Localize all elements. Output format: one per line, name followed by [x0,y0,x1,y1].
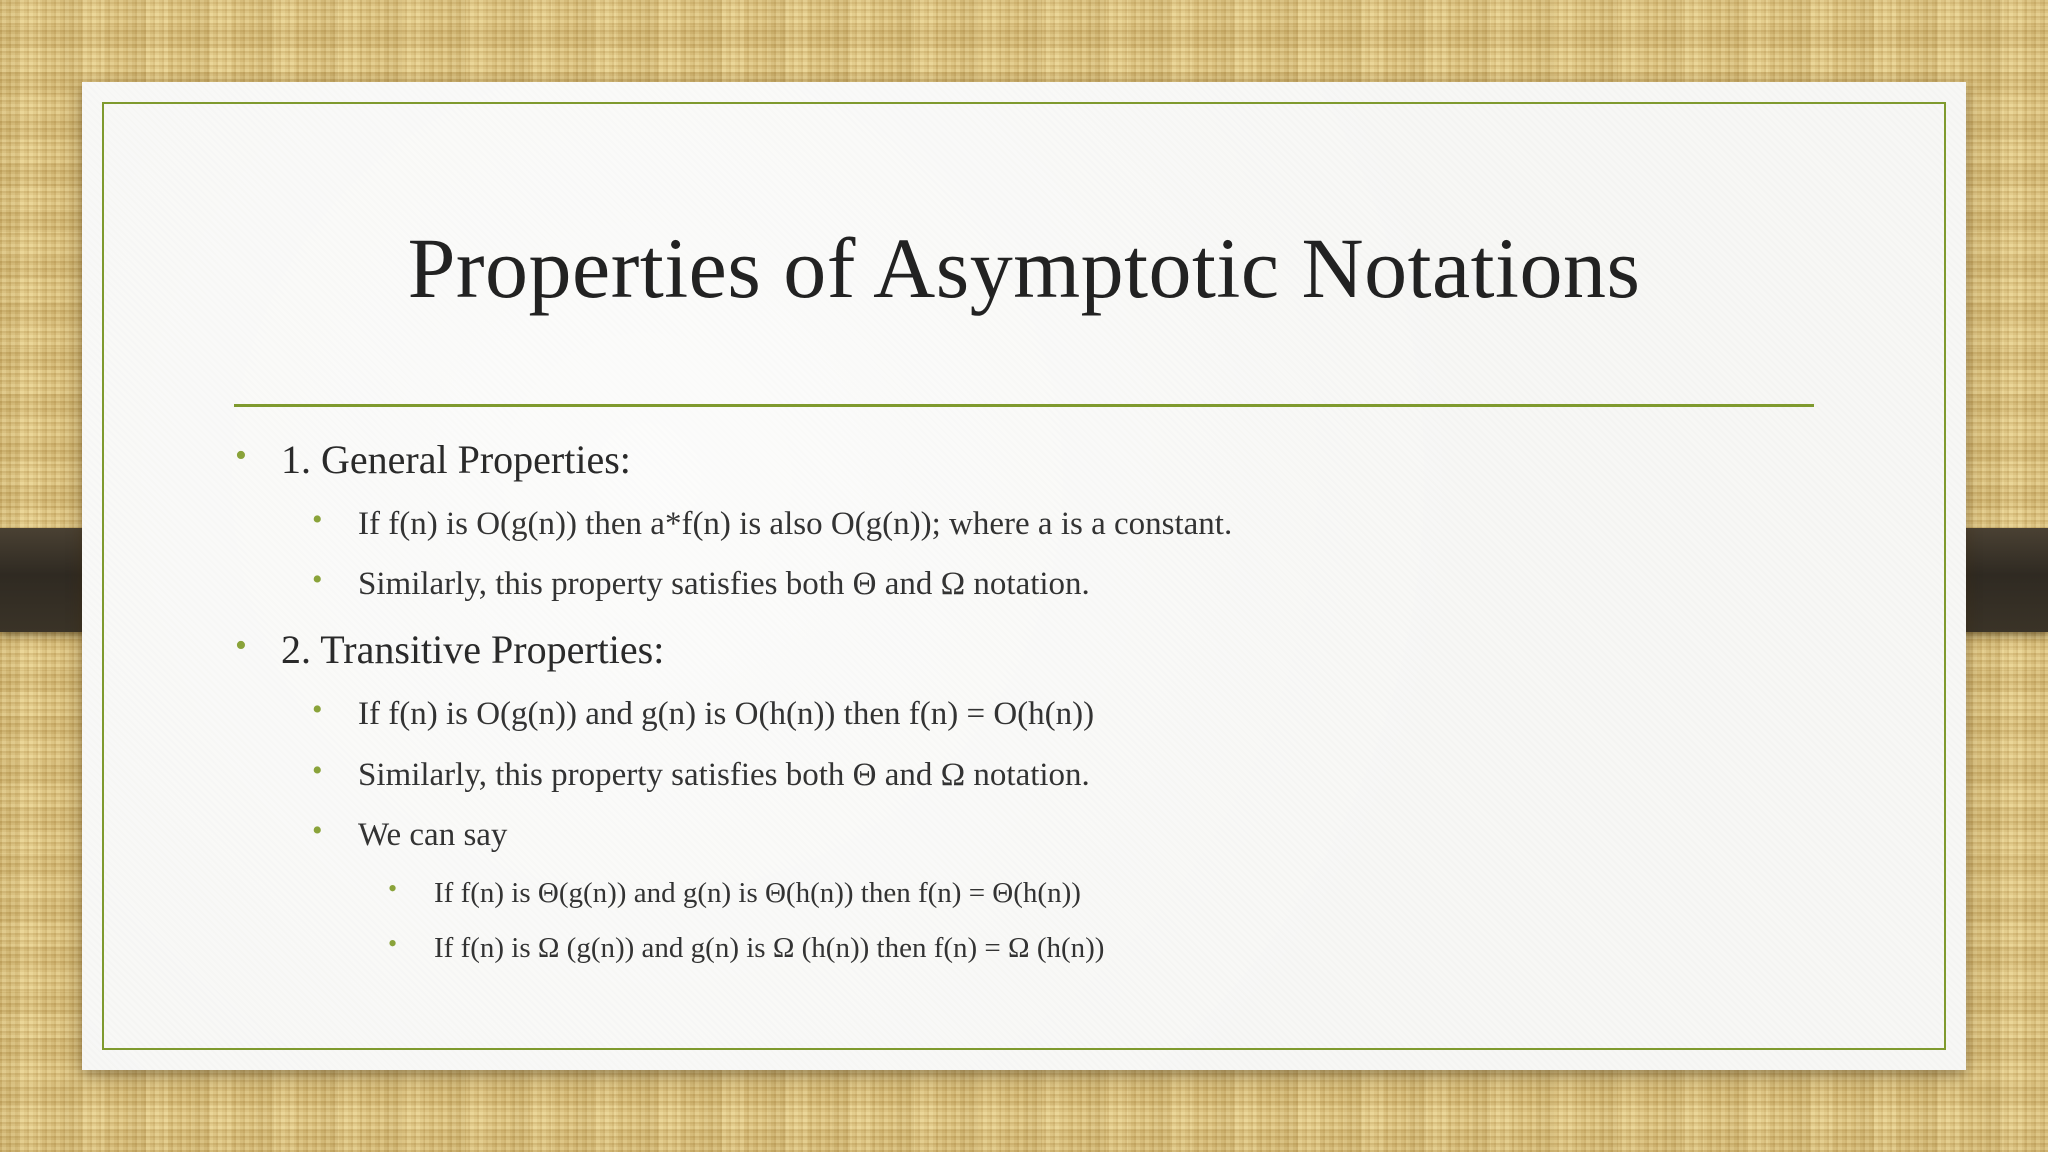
bullet-dot-icon: • [312,754,323,787]
bullet-dot-icon: • [235,627,247,664]
bullet-transitive-theta [388,873,1081,913]
bullet-dot-icon: • [312,503,323,536]
bullet-transitive-big-o [312,692,1095,736]
bullet-dot-icon: • [312,563,323,596]
bullet-similarly-general [312,562,1090,606]
bullet-general-properties [235,435,631,485]
bullet-dot-icon: • [388,929,398,958]
bullet-text: We can say [358,817,508,853]
bullet-transitive-properties [235,625,665,675]
bullet-text: Similarly, this property satisfies both Θ and Ω notation. [358,757,1090,793]
bullet-text: 1. General Properties: [281,437,631,482]
bullet-dot-icon: • [388,874,398,903]
bullet-text: If f(n) is Ω (g(n)) and g(n) is Ω (h(n)) then f(n) = Ω (h(n)) [434,932,1105,964]
slide-title: Properties of Asymptotic Notations [407,220,1641,316]
bullet-similarly-transitive [312,753,1090,797]
bullet-text: If f(n) is Θ(g(n)) and g(n) is Θ(h(n)) then f(n) = Θ(h(n)) [434,877,1081,909]
bullet-text: Similarly, this property satisfies both Θ and Ω notation. [358,566,1090,602]
bullet-dot-icon: • [235,437,247,474]
bullet-we-can-say [312,813,508,857]
bullet-text: If f(n) is O(g(n)) then a*f(n) is also O(g(n)); where a is a constant. [358,506,1233,542]
bullet-dot-icon: • [312,814,323,847]
bullet-dot-icon: • [312,693,323,726]
bullet-transitive-omega [388,928,1105,968]
bullet-text: If f(n) is O(g(n)) and g(n) is O(h(n)) then f(n) = O(h(n)) [358,696,1095,732]
bullet-text: 2. Transitive Properties: [281,627,665,672]
bullet-scalar-multiplication [312,502,1233,546]
